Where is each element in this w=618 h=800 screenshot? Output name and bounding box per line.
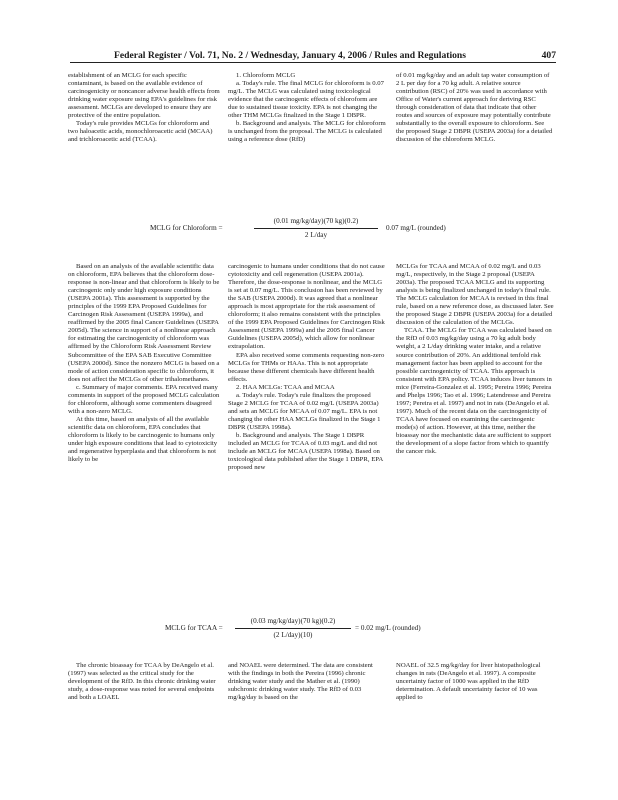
page-header: [70, 50, 556, 63]
paragraph: of 0.01 mg/kg/day and an adult tap water consumption of 2 L per day for a 70 kg adult. A relative source contribution (RSC) of 20% was used in accordance with Office of Water's current approach for deriving RSC through consideration of data that indicate that other routes and sources of exposure may potentially contribute substantially to the overall exposure to chloroform. See the proposed Stage 2 DBPR (USEPA 2003a) for a detailed discussion of the chloroform MCLG.: [396, 72, 553, 144]
equation-lhs: MCLG for Chloroform =: [150, 224, 223, 232]
paragraph: 1. Chloroform MCLG: [236, 72, 296, 79]
bottom-column-2: [228, 662, 386, 744]
fraction-bar: [254, 228, 378, 229]
top-column-3: [396, 72, 554, 208]
equation-fraction: [235, 617, 351, 643]
running-head: Federal Register / Vol. 71, No. 2 / Wednesday, January 4, 2006 / Rules and Regulations: [114, 50, 466, 61]
middle-column-2: [228, 263, 386, 584]
top-column-1: [68, 72, 220, 208]
fraction-bar: [235, 628, 351, 629]
paragraph: 2. HAA MCLGs: TCAA and MCAA: [236, 383, 335, 391]
top-column-2: [228, 72, 386, 208]
bottom-column-3: [396, 662, 554, 744]
paragraph: b. Background and analysis. The MCLG for chloroform is unchanged from the proposal. The MCLG is calculated using a reference dose (RfD): [228, 120, 386, 144]
page-number: 407: [541, 50, 556, 61]
paragraph: NOAEL of 32.5 mg/kg/day for liver histopathological changes in rats (DeAngelo et al. 1997). A composite uncertainty factor of 1000 was applied in the RfD determination. A default uncertainty factor of 10 was applied to: [396, 662, 541, 702]
equation-numerator: (0.03 mg/kg/day)(70 kg)(0.2): [250, 617, 336, 625]
paragraph: b. Background and analysis. The Stage 1 DBPR included an MCLG for TCAA of 0.03 mg/L and did not include an MCLG for MCAA (USEPA 1998a). Based on toxicological data published after the Stage 1 DBPR, EPA proposed new: [228, 431, 383, 472]
paragraph: a. Today's rule. Today's rule finalizes the proposed Stage 2 MCLG for TCAA of 0.02 mg/L (USEPA 2003a) and sets an MCLG for MCAA of 0.07 mg/L. EPA is not changing the other HAA MCLGs finalized in the Stage 1 DBPR (USEPA 1998a).: [228, 391, 381, 431]
paragraph: MCLGs for TCAA and MCAA of 0.02 mg/L and 0.03 mg/L, respectively, in the Stage 2 proposal (USEPA 2003a). The proposed TCAA MCLG and its supporting analysis is being finalized unchanged in today's final rule. The MCLG calculation for MCAA is revised in this final rule, based on a new reference dose, as discussed later. See the proposed Stage 2 DBPR (USEPA 2003a) for a detailed discussion of the calculation of the MCLGs.: [396, 263, 554, 327]
equation-lhs: MCLG for TCAA =: [165, 624, 223, 632]
tcaa-mclg-equation: [165, 617, 465, 643]
equation-result: 0.07 mg/L (rounded): [386, 224, 446, 232]
paragraph: a. Today's rule. The final MCLG for chloroform is 0.07 mg/L. The MCLG was calculated using toxicological evidence that the carcinogenic effects of chloroform are due to sustained tissue toxicity. EPA is not changing the other THM MCLGs finalized in the Stage 1 DBPR.: [228, 80, 384, 120]
paragraph: The chronic bioassay for TCAA by DeAngelo et al. (1997) was selected as the critical study for the development of the RfD. In this chronic drinking water study, a dose-response was noted for several endpoints and both a LOAEL: [68, 662, 216, 702]
bottom-column-1: [68, 662, 220, 744]
paragraph: EPA also received some comments requesting non-zero MCLGs for THMs or HAAs. This is not appropriate because these different chemicals have different health effects.: [228, 351, 385, 383]
equation-numerator: (0.01 mg/kg/day)(70 kg)(0.2): [273, 217, 359, 225]
chloroform-mclg-equation: [150, 217, 460, 243]
paragraph: carcinogenic to humans under conditions that do not cause cytotoxicity and cell regeneration (USEPA 2001a). Therefore, the dose-response is nonlinear, and the MCLG is set at 0.07 mg/L. This conclusion has been reviewed by the SAB (USEPA 2000d). It was agreed that a nonlinear approach is most appropriate for the risk assessment of chloroform; it also remains consistent with the principles of the 1999 EPA Proposed Guidelines for Carcinogen Risk Assessment (USEPA 1999a) and the 2005 final Cancer Guidelines (USEPA 2005d), which allow for nonlinear extrapolation.: [228, 263, 385, 351]
equation-denominator: 2 L/day: [304, 231, 328, 239]
paragraph: Today's rule provides MCLGs for chloroform and two haloacetic acids, monochloroacetic acid (MCAA) and trichloroacetic acid (TCAA).: [68, 120, 213, 144]
paragraph: c. Summary of major comments. EPA received many comments in support of the proposed MCLG calculation for chloroform, although some commenters disagreed with a non-zero MCLG.: [68, 383, 220, 415]
paragraph: TCAA. The MCLG for TCAA was calculated based on the RfD of 0.03 mg/kg/day using a 70 kg adult body weight, a 2 L/day drinking water intake, and a relative source contribution of 20%. An additional tenfold risk management factor has been applied to account for the possible carcinogenicity of TCAA. This approach is consistent with EPA policy. TCAA induces liver tumors in mice (Ferreira-Gonzalez et al. 1995; Pereira 1996; Pereira and Phelps 1996; Tao et al. 1996; Latendresse and Pereira 1997; Pereira et al. 1997) and not in rats (DeAngelo et al. 1997). Much of the recent data on the carcinogenicity of TCAA have focused on examining the carcinogenic mode(s) of action. However, at this time, neither the bioassay nor the mechanistic data are sufficient to support the development of a slope factor from which to quantify the cancer risk.: [396, 327, 552, 456]
equation-fraction: [254, 217, 378, 243]
paragraph: Based on an analysis of the available scientific data on chloroform, EPA believes that the chloroform dose-response is non-linear and that chloroform is likely to be carcinogenic only under high exposure conditions (USEPA 2001a). This assessment is supported by the principles of the 1999 EPA Proposed Guidelines for Carcinogen Risk Assessment (USEPA 1999a), and reaffirmed by the 2005 final Cancer Guidelines (USEPA 2005d). The science in support of a nonlinear approach for estimating the carcinogenicity of chloroform was affirmed by the Chloroform Risk Assessment Review Subcommittee of the EPA SAB Executive Committee (USEPA 2000d). Since the nonzero MCLG is based on a mode of action consideration specific to chloroform, it does not affect the MCLGs of other trihalomethanes.: [68, 263, 220, 383]
middle-column-3: [396, 263, 554, 584]
paragraph: and NOAEL were determined. The data are consistent with the findings in both the Pereira (1996) chronic drinking water study and the Mather et al. (1990) subchronic drinking water study. The RfD of 0.03 mg/kg/day is based on the: [228, 662, 373, 702]
paragraph: At this time, based on analysis of all the available scientific data on chloroform, EPA concludes that chloroform is likely to be carcinogenic to humans only under high exposure conditions that lead to cytotoxicity and regenerative hyperplasia and that chloroform is not likely to be: [68, 415, 218, 464]
paragraph: establishment of an MCLG for each specific contaminant, is based on the available evidence of carcinogenicity or noncancer adverse health effects from drinking water exposure using EPA's guidelines for risk assessment. MCLGs are developed to ensure they are protective of the entire population.: [68, 72, 220, 120]
equation-denominator: (2 L/day)(10): [273, 631, 313, 639]
middle-column-1: [68, 263, 220, 584]
equation-result: = 0.02 mg/L (rounded): [355, 624, 421, 632]
